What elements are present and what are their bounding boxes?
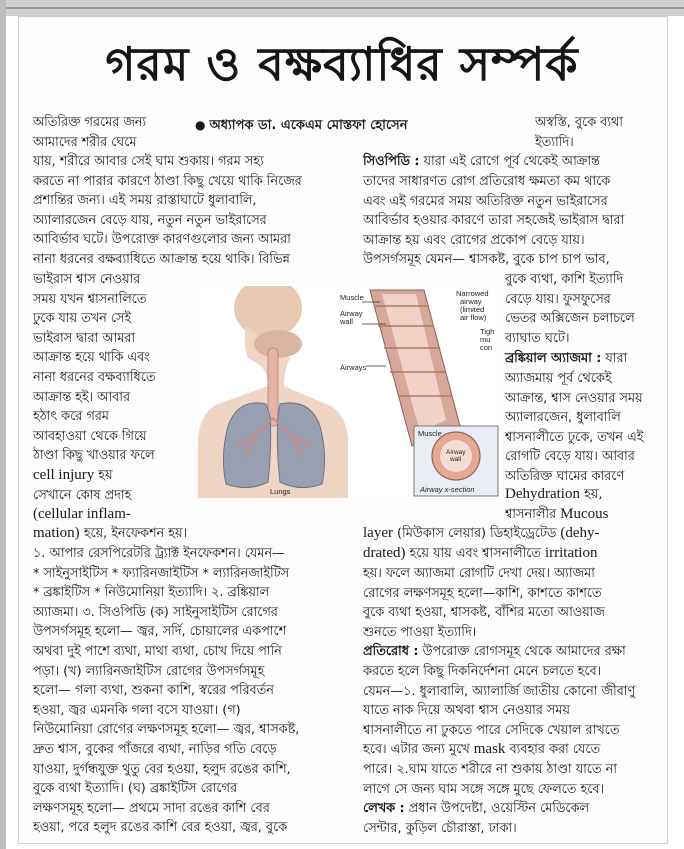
asthma-symptoms-paragraph: হয়। ফলে অ্যাজমা রোগটি দেখা দেয়। অ্যাজমা রোগের লক্ষণসমূহ হলো—কাশি, কাশতে কাশতে বুকে ব্যথা হওয়া, শ্বাসকষ্ট, বাঁশির মতো আওয়াজ শুনতে পাওয়া ইত্যাদি। <box>363 566 605 640</box>
label-airway-wall: Airway wall <box>340 309 363 326</box>
asthma-heading: ব্রঙ্কিয়াল অ্যাজমা : <box>505 351 602 366</box>
prevention-paragraph: করতে হলে কিছু দিকনির্দেশনা মেনে চলতে হবে। যেমন—১. ধুলাবালি, অ্যালার্জি জাতীয় কোনো জীবাণু যাতে নাক দিয়ে অথবা শ্বাস নেওয়ার সময় শ্বাসনালীতে না ঢুকতে পারে সেদিকে খেয়াল রাখতে <box>363 664 636 738</box>
asthma-first-line: ব্রঙ্কিয়াল অ্যাজমা : যারা <box>505 351 628 366</box>
label-airways: Airways <box>340 363 367 372</box>
layer-line: layer (মিউকাস লেয়ার) ডিহাইড্রেটেড (dehy- <box>363 525 600 541</box>
page-top-band <box>0 0 684 16</box>
kosh-line: সেখানে কোষ প্রদাহ <box>33 488 132 503</box>
label-muscle: Muscle <box>340 293 364 302</box>
label-muscle-xsection: Muscle <box>418 429 442 438</box>
inflammation-line: (cellular inflam- <box>33 506 131 522</box>
cell-injury-line: cell injury হয় <box>33 467 113 483</box>
label-xsection: Airway x-section <box>420 485 475 494</box>
byline-author: অধ্যাপক ডা. একেএম মোস্তফা হোসেন <box>209 118 408 133</box>
left-narrow-paragraph: ভাইরাস শ্বাস নেওয়ার সময় যখন শ্বাসনালিতে ঢুকে যায় তখন সেই ভাইরাস দ্বারা আমরা আক্রান্ত হয়ে থাকি এবং নানা ধরনের বক্ষব্যাধিতে আক্রান্ত হই। আবার হঠাৎ করে গরম আবহাওয়া থেকে গিয়ে ঠাণ্ডা কিছু খাওয়ার ফলে <box>33 272 156 464</box>
mask-line: হবে। এটার জন্য মুখে mask ব্যবহার করা যেতে <box>363 741 601 757</box>
copd-paragraph: তাদের সাধারণত রোগ প্রতিরোধ ক্ষমতা কম থাকে এবং এই গরমের সময় অতিরিক্ত নতুন ভাইরাসের আবির্ভাব হওয়ার কারণে তারা সহজেই ভাইরাস দ্বারা আক্রান্ত হয় এবং রোগের প্রকোপ বেড়ে যায়। উপসর্গসমূহ যেমন— শ্বাসকষ্ট, বুকে চাপ চাপ ভাব, <box>363 174 625 268</box>
mation-line: mation) হয়ে, ইনফেকশন হয়। <box>33 525 188 541</box>
prevention-heading: প্রতিরোধ : <box>363 644 419 659</box>
left-wide-paragraph: যায়, শরীরে আবার সেই ঘাম শুকায়। গরম সহ্য করতে না পারার কারণে ঠাণ্ডা কিছু খেয়ে থাকি নিজের প্রশান্তির জন্য। এই সময় রাস্তাঘাটে ধুলাবালি, অ্যালারজেন বেড়ে যায়, নতুন নতুন ভাইরাসের আবির্ভাব ঘটে। উপরোক্ত কারণগুলোর জন্য আমরা নানা ধরনের বক্ষব্যাধিতে আক্রান্ত হয়ে থাকি। বিভিন্ন <box>33 154 302 267</box>
drated-line: drated) হয়ে যায় এবং শ্বাসনালীতে irritation <box>363 545 598 561</box>
label-tight: Tigh mu con <box>480 327 495 352</box>
label-narrowed: Narrowed airway (limited air flow) <box>456 289 489 322</box>
asthma-paragraph: অ্যাজমায় পূর্ব থেকেই আক্রান্ত, শ্বাস নেওয়ার সময় অ্যালারজেন, ধুলাবালি শ্বাসনালীতে ঢুকে, তখন এই রোগটি বেড়ে যায়। আবার অতিরিক্ত ঘামের কারণে <box>505 371 644 484</box>
label-airway-wall-xsection: Airway wall <box>446 449 466 463</box>
byline-bullet-icon: ● <box>195 118 206 132</box>
right-narrow-paragraph: বুকে ব্যথা, কাশি ইত্যাদি বেড়ে যায়। ফুসফুসের ভেতর অক্সিজেন চলাচলে ব্যাঘাত ঘটে। <box>505 272 635 346</box>
author-info: লেখক : প্রধান উপদেষ্টা, ওয়েস্টিন মেডিকেল সেন্টার, কুড়িল চৌরাস্তা, ঢাকা। <box>363 801 590 836</box>
copd-first-line: সিওপিডি : যারা এই রোগে পূর্ব থেকেই আক্রান্ত <box>363 154 600 169</box>
copd-heading: সিওপিডি : <box>363 154 420 169</box>
left-intro: অতিরিক্ত গরমের জন্য আমাদের শরীর ঘেমে <box>33 115 147 150</box>
dehydration-line: Dehydration হয়, <box>505 486 603 502</box>
airway-illustration <box>198 286 502 498</box>
article-title: গরম ও বক্ষব্যাধির সম্পর্ক <box>105 37 579 91</box>
byline <box>195 116 408 137</box>
label-lungs: Lungs <box>270 487 291 496</box>
right-top-continuation: অস্বস্তি, বুকে ব্যথা ইত্যাদি। <box>535 115 623 150</box>
prevention-end: পারে। ২.ঘাম যাতে শরীরে না শুকায় ঠাণ্ডা যাতে না লাগে সে জন্য ঘাম সঙ্গে সঙ্গে মুছে ফেলতে হবে। <box>363 762 617 797</box>
left-bottom-paragraph: ১. আপার রেসপিরেটরি ট্র্যাক্ট ইনফেকশন। যেমন— * সাইনুসাইটিস * ফ্যারিনজাইটিস * ল্যারিনজাইটিস * ব্রঙ্কাইটিস * নিউমোনিয়া ইত্যাদি। ২. ব্রঙ্কিয়াল অ্যাজমা। ৩. সিওপিডি (ক) সাইনুসাইটিস রোগের উপসর্গসমূহ হলো— জ্বর, সর্দি, চোয়ালের একপাশে অথবা দুই পাশে ব্যথা, মাথা ব্যথা, চোখ দিয়ে পানি পড়া। (খ) ল্যারিনজাইটিস রোগের উপসর্গসমূহ হলো— গলা ব্যথা, শুকনা কাশি, স্বরের পরিবর্তন হওয়া, জ্বর এমনকি গলা বসে যাওয়া। (গ) নিউমোনিয়া রোগের লক্ষণসমূহ হলো— জ্বর, শ্বাসকষ্ট, দ্রুত শ্বাস, বুকের পাঁজরে ব্যথা, নাড়ির গতি বেড়ে যাওয়া, দুর্গন্ধযুক্ত থুতু বের হওয়া, হলুদ রঙের কাশি, বুকে ব্যথা ইত্যাদি। (ঘ) ব্রঙ্কাইটিস রোগের লক্ষণসমূহ হলো— প্রথমে সাদা রঙের কাশি বের হওয়া, পরে হলুদ রঙের কাশি বের হওয়া, জ্বর, বুকে <box>33 546 300 836</box>
mucous-line: শ্বাসনালীর Mucous <box>505 506 609 522</box>
page-left-edge <box>0 0 6 849</box>
author-heading: লেখক : <box>363 801 405 816</box>
prevention-first-line: প্রতিরোধ : উপরোক্ত রোগসমূহ থেকে আমাদের রক্ষা <box>363 644 626 659</box>
